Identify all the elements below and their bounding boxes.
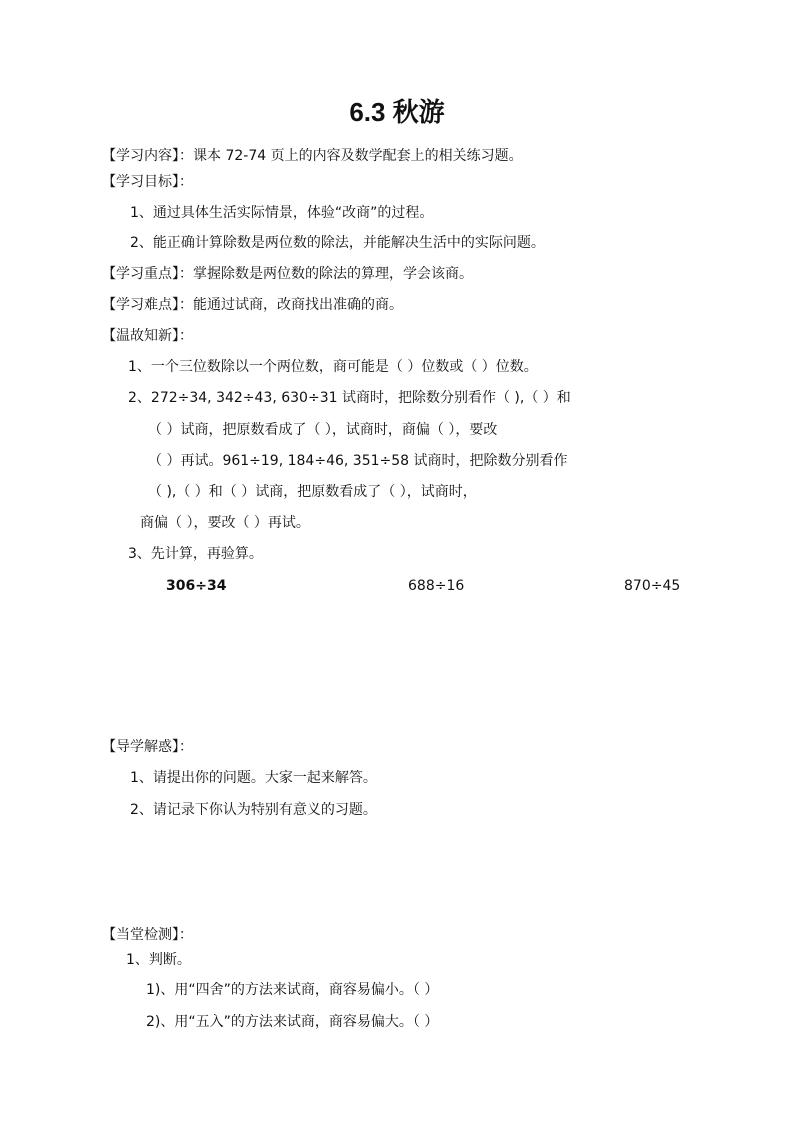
review-header: 【温故知新】： xyxy=(102,328,193,344)
review-question-2-line-2: （ ）试商，把原数看成了（ ），试商时，商偏（ ），要改 xyxy=(148,422,498,438)
review-question-2-line-5: 商偏（ ），要改（ ）再试。 xyxy=(140,515,310,531)
test-item-1: 1、判断。 xyxy=(126,952,191,968)
review-question-2-line-1: 2、272÷34, 342÷43, 630÷31 试商时，把除数分别看作（ ),（ ）和 xyxy=(128,390,571,406)
calc-problem-3: 870÷45 xyxy=(624,578,681,594)
key-point: 【学习重点】：掌握除数是两位数的除法的算理，学会该商。 xyxy=(102,266,473,282)
review-question-2-line-3: （ ）再试。961÷19, 184÷46, 351÷58 试商时，把除数分别看作 xyxy=(148,453,568,469)
review-question-3: 3、先计算，再验算。 xyxy=(128,546,263,562)
goal-1: 1、通过具体生活实际情景，体验“改商”的过程。 xyxy=(130,205,434,221)
calc-problem-1: 306÷34 xyxy=(166,578,227,594)
test-header: 【当堂检测】： xyxy=(102,927,193,943)
calc-problem-2: 688÷16 xyxy=(408,578,465,594)
review-question-2-line-4: （ ),（ ）和（ ）试商，把原数看成了（ ），试商时， xyxy=(148,484,477,500)
goals-header: 【学习目标】： xyxy=(102,174,193,190)
learning-content: 【学习内容】：课本 72-74 页上的内容及数学配套上的相关练习题。 xyxy=(102,148,523,164)
test-item-1-b: 2)、用“五入”的方法来试商，商容易偏大。（ ） xyxy=(146,1014,439,1030)
guide-header: 【导学解惑】： xyxy=(102,739,193,755)
guide-item-1: 1、请提出你的问题。大家一起来解答。 xyxy=(130,770,377,786)
guide-item-2: 2、请记录下你认为特别有意义的习题。 xyxy=(130,802,377,818)
page-title: 6.3 秋游 xyxy=(349,97,445,127)
test-item-1-a: 1)、用“四舍”的方法来试商，商容易偏小。（ ） xyxy=(146,982,439,998)
difficulty: 【学习难点】：能通过试商，改商找出准确的商。 xyxy=(102,297,403,313)
review-question-1: 1、一个三位数除以一个两位数，商可能是（ ）位数或（ ）位数。 xyxy=(128,359,538,375)
goal-2: 2、能正确计算除数是两位数的除法，并能解决生活中的实际问题。 xyxy=(130,235,545,251)
